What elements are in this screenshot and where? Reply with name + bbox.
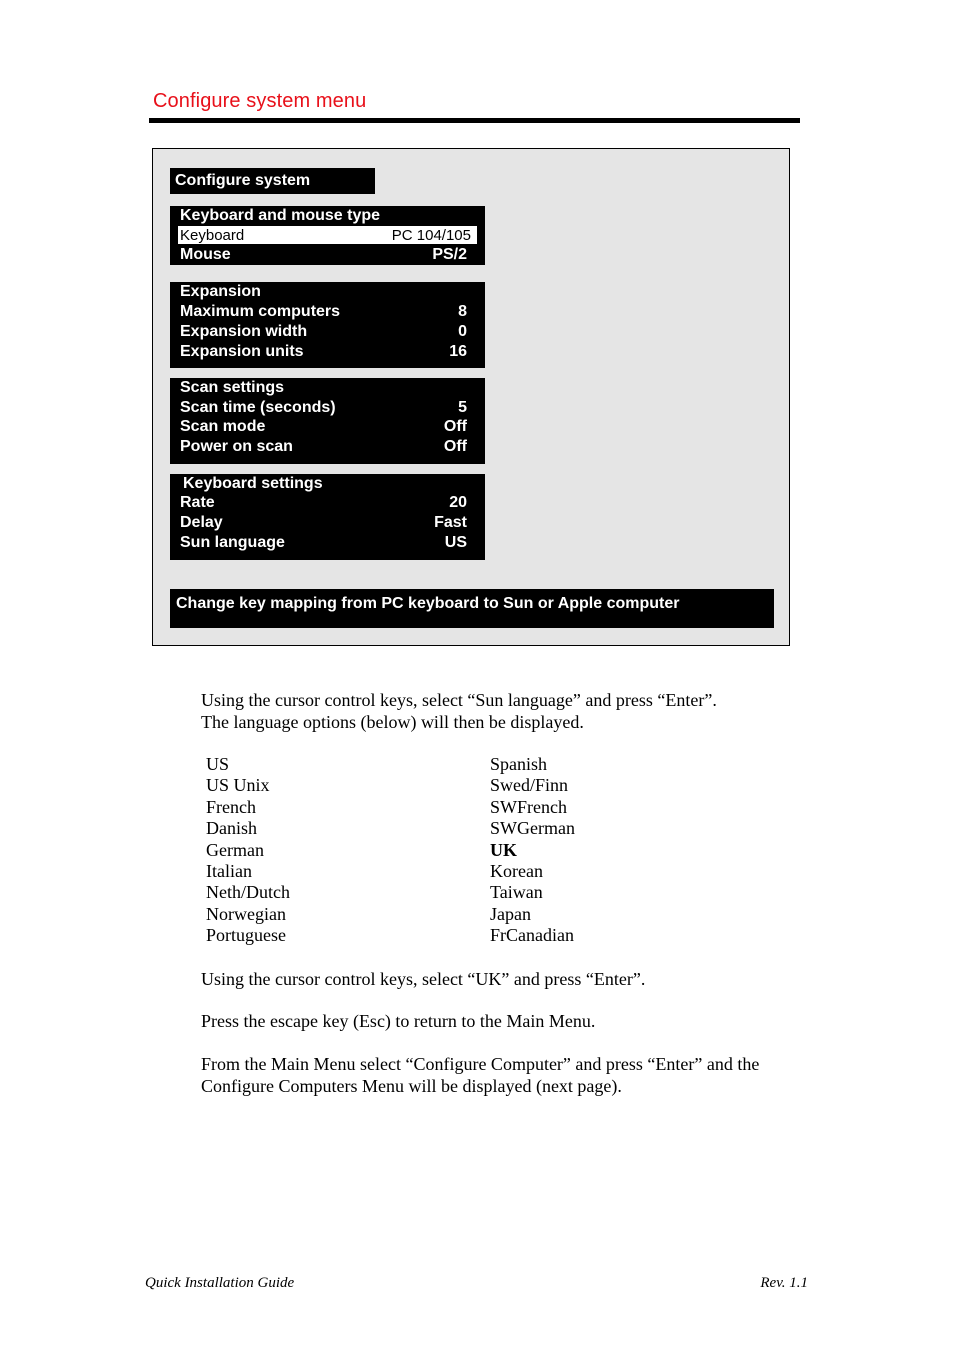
language-list-right [490,754,575,947]
expansion-header: Expansion [180,283,261,300]
expansion-row-label: Expansion units [180,343,304,360]
mouse-label: Mouse [180,246,231,263]
scan-row[interactable] [180,398,467,418]
expansion-row-label: Expansion width [180,323,308,340]
section-heading: Configure system menu [153,90,367,112]
language-option: Neth/Dutch [206,882,290,903]
language-option: US [206,754,230,774]
keyboard-setting-label: Delay [180,514,223,531]
scan-row-value: Off [443,438,467,455]
language-list-left [206,754,290,947]
language-option: Swed/Finn [490,775,569,796]
instruction-paragraph-1 [201,689,717,733]
sun-language-row[interactable] [180,533,467,553]
language-option: Taiwan [490,882,543,903]
language-option: Norwegian [206,903,286,924]
language-option: French [206,796,256,817]
keyboard-setting-value: 20 [449,494,467,511]
instruction-line: Using the cursor control keys, select “Sun language” and press “Enter”. [201,690,717,710]
heading-rule [149,118,800,123]
footer-revision: Rev. 1.1 [760,1275,808,1291]
footer-title: Quick Installation Guide [145,1275,295,1291]
scan-row-label: Scan time (seconds) [180,399,336,416]
scan-header: Scan settings [180,379,285,396]
language-option: Korean [490,860,543,881]
scan-row[interactable] [180,437,467,457]
language-option: Japan [490,903,531,924]
scan-row-value: Off [443,418,467,435]
expansion-panel [170,282,485,368]
keyboard-setting-row[interactable] [180,513,467,533]
scan-row-value: 5 [458,399,467,416]
language-option-selected: UK [490,839,517,860]
configure-system-screenshot [152,148,790,646]
scan-row-label: Power on scan [180,438,293,455]
keyboard-mouse-header: Keyboard and mouse type [180,207,381,224]
keyboard-setting-label: Rate [180,494,215,511]
language-option: Portuguese [206,925,286,946]
keyboard-setting-row[interactable] [180,493,467,513]
instruction-line: Configure Computers Menu will be displayed (next page). [201,1076,622,1096]
keyboard-setting-value: Fast [434,514,467,531]
language-option: US Unix [206,775,270,796]
instruction-paragraph-3: Press the escape key (Esc) to return to the Main Menu. [201,1011,596,1031]
expansion-row[interactable] [180,302,467,322]
mouse-value: PS/2 [432,246,467,263]
status-text: Change key mapping from PC keyboard to Sun or Apple computer [176,595,680,612]
instruction-line: From the Main Menu select “Configure Computer” and press “Enter” and the [201,1054,760,1074]
expansion-row-value: 16 [449,343,467,360]
instruction-paragraph-4 [201,1053,759,1097]
scan-row[interactable] [180,417,467,437]
keyboard-setting-value: US [444,534,467,551]
keyboard-settings-panel [170,474,485,560]
keyboard-row-selected[interactable] [178,226,477,244]
language-option: SWGerman [490,818,575,839]
language-option: SWFrench [490,796,567,817]
mouse-row[interactable] [180,245,467,265]
language-option: FrCanadian [490,925,574,946]
keyboard-label: Keyboard [180,226,245,244]
expansion-row-label: Maximum computers [180,303,341,320]
menu-title: Configure system [175,172,311,189]
menu-title-panel [170,168,375,194]
keyboard-value: PC 104/105 [391,226,471,244]
language-option: Danish [206,818,257,839]
language-option: German [206,839,264,860]
status-bar [170,589,774,628]
scan-settings-panel [170,378,485,464]
keyboard-setting-label: Sun language [180,534,285,551]
language-option: Spanish [490,754,548,774]
keyboard-settings-header: Keyboard settings [183,475,323,492]
expansion-row-value: 0 [458,323,467,340]
instruction-paragraph-2: Using the cursor control keys, select “UK” and press “Enter”. [201,969,646,989]
expansion-row[interactable] [180,322,467,342]
expansion-row[interactable] [180,342,467,362]
keyboard-mouse-panel [170,206,485,265]
instruction-line: The language options (below) will then be displayed. [201,712,584,732]
language-option: Italian [206,860,252,881]
expansion-row-value: 8 [458,303,467,320]
scan-row-label: Scan mode [180,418,266,435]
